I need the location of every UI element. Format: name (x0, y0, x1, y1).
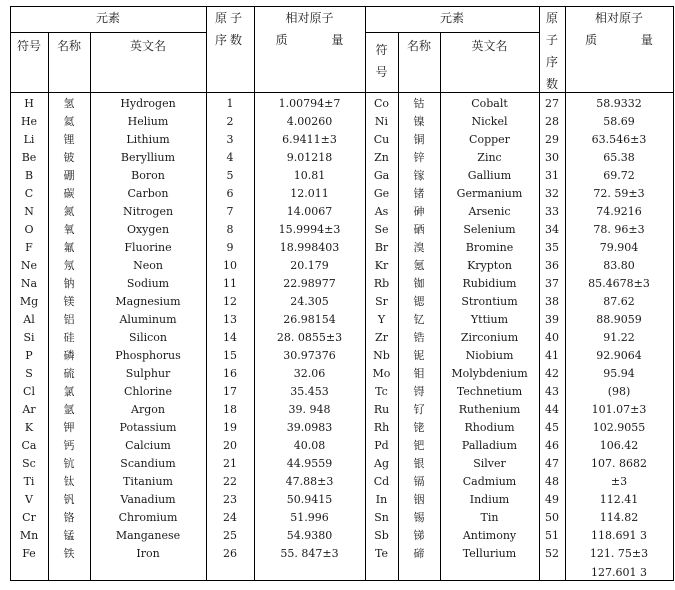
right-symbol-cell: Ge (373, 187, 390, 200)
right-atomic-weight-cell: 118.691 3 (591, 529, 647, 542)
header-atomic-weight: 质 量 (275, 33, 344, 47)
right-name-cell: 银 (413, 457, 425, 470)
right-symbol-cell: Pd (374, 439, 389, 452)
right-english-name-cell: Palladium (461, 439, 518, 452)
right-name-cell: 镓 (413, 169, 425, 182)
left-atomic-weight-cell: 51.996 (290, 511, 329, 524)
left-symbol-cell: C (24, 187, 34, 200)
right-symbol-cell: Ag (374, 457, 389, 470)
left-name-cell: 氟 (63, 241, 75, 254)
header-bottom-line (10, 92, 674, 93)
right-english-name-cell: Indium (469, 493, 510, 506)
left-atomic-number-cell: 11 (223, 277, 237, 290)
atomic-weight-table (10, 6, 674, 581)
right-symbol-cell: Se (374, 223, 389, 236)
left-name-cell: 钾 (63, 421, 75, 434)
header-atomic-weight-right: 相对原子 (594, 11, 643, 25)
right-name-cell: 钼 (413, 367, 425, 380)
left-atomic-weight-cell: 20.179 (290, 259, 329, 272)
left-name-cell: 氖 (63, 259, 75, 272)
right-name-cell: 碲 (413, 547, 425, 560)
left-atomic-weight-cell: 50.9415 (286, 493, 333, 506)
header-atomic-number-right: 数 (545, 77, 558, 91)
left-name-cell: 铍 (63, 151, 75, 164)
left-atomic-weight-cell: 39.0983 (286, 421, 333, 434)
right-symbol-cell: Cu (373, 133, 390, 146)
left-atomic-weight-cell: 47.88±3 (285, 475, 334, 488)
right-english-name-cell: Germanium (456, 187, 523, 200)
right-atomic-weight-cell: 102.9055 (592, 421, 646, 434)
left-name-cell: 磷 (63, 349, 75, 362)
right-symbol-cell: Nb (373, 349, 390, 362)
left-atomic-number-cell: 21 (223, 457, 237, 470)
right-name-cell: 钴 (413, 97, 425, 110)
right-group-underline (366, 32, 539, 33)
left-name-cell: 钙 (63, 439, 75, 452)
right-atomic-weight-cell: 95.94 (603, 367, 635, 380)
left-symbol-cell: V (25, 493, 33, 506)
right-symbol-cell: Mo (372, 367, 391, 380)
right-atomic-weight-cell: 112.41 (599, 493, 639, 506)
left-english-name-cell: Manganese (115, 529, 181, 542)
left-atomic-weight-cell: 39. 948 (288, 403, 331, 416)
left-name-cell: 铬 (63, 511, 75, 524)
right-english-name-cell: Cobalt (471, 97, 508, 110)
left-english-name-cell: Scandium (120, 457, 176, 470)
left-symbol-cell: He (20, 115, 38, 128)
right-atomic-weight-cell: 88.9059 (596, 313, 642, 326)
left-atomic-number-cell: 2 (226, 115, 234, 128)
right-symbol-cell: As (374, 205, 389, 218)
right-atomic-weight-cell: 69.72 (603, 169, 635, 182)
left-english-name-cell: Titanium (123, 475, 173, 488)
right-symbol-cell: Rh (373, 421, 390, 434)
left-english-name-cell: Chromium (118, 511, 178, 524)
right-name-cell: 砷 (413, 205, 425, 218)
right-name-cell: 钌 (413, 403, 425, 416)
left-atomic-number-cell: 3 (226, 133, 234, 146)
left-english-name-cell: Iron (136, 547, 160, 560)
left-atomic-weight-cell: 6.9411±3 (282, 133, 337, 146)
right-symbol-cell: Ga (373, 169, 390, 182)
right-name-cell: 钇 (413, 313, 425, 326)
right-name-cell: 锗 (413, 187, 425, 200)
right-name-cell: 锝 (413, 385, 425, 398)
left-english-name-cell: Magnesium (115, 295, 181, 308)
left-name-cell: 钛 (63, 475, 75, 488)
left-english-name-cell: Calcium (125, 439, 171, 452)
left-english-name-cell: Potassium (119, 421, 177, 434)
left-atomic-number-cell: 10 (223, 259, 237, 272)
right-symbol-cell: Cd (373, 475, 390, 488)
left-atomic-number-cell: 9 (226, 241, 234, 254)
header-atomic-number: 原子 (214, 11, 245, 25)
left-symbol-cell: P (25, 349, 33, 362)
right-name-cell: 镍 (413, 115, 425, 128)
trailing-weight-value: 127.601 3 (591, 566, 647, 579)
header-atomic-number-right: 序 (545, 55, 558, 69)
left-english-name-cell: Hydrogen (120, 97, 176, 110)
left-symbol-cell: B (24, 169, 34, 182)
right-name-cell: 溴 (413, 241, 425, 254)
right-english-name-cell: Ruthenium (458, 403, 521, 416)
right-atomic-weight-cell: 91.22 (603, 331, 635, 344)
header-symbol-right: 号 (375, 65, 388, 79)
left-english-name-cell: Lithium (126, 133, 170, 146)
right-symbol-cell: Sr (375, 295, 388, 308)
left-atomic-weight-cell: 14.0067 (286, 205, 333, 218)
left-atomic-number-cell: 4 (226, 151, 234, 164)
left-atomic-weight-cell: 40.08 (293, 439, 326, 452)
left-symbol-cell: N (24, 205, 34, 218)
right-atomic-weight-cell: 114.82 (599, 511, 639, 524)
right-symbol-cell: Y (377, 313, 386, 326)
left-atomic-number-cell: 23 (223, 493, 237, 506)
right-english-name-cell: Cadmium (462, 475, 517, 488)
right-atomic-weight-cell: ±3 (610, 475, 628, 488)
header-name: 名称 (56, 39, 81, 53)
right-atomic-number-cell: 32 (545, 187, 559, 200)
right-name-cell: 镉 (413, 475, 425, 488)
right-english-name-cell: Gallium (467, 169, 512, 182)
right-english-name-cell: Zinc (477, 151, 502, 164)
left-english-name-cell: Beryllium (120, 151, 176, 164)
right-english-name-cell: Tellurium (462, 547, 517, 560)
right-atomic-number-cell: 45 (545, 421, 559, 434)
right-english-name-cell: Strontium (461, 295, 518, 308)
left-atomic-number-cell: 14 (223, 331, 237, 344)
right-symbol-cell: Br (374, 241, 389, 254)
right-name-cell: 铟 (413, 493, 425, 506)
right-symbol-cell: Tc (375, 385, 388, 398)
right-atomic-number-cell: 35 (545, 241, 559, 254)
left-name-cell: 碳 (63, 187, 75, 200)
left-atomic-number-cell: 17 (223, 385, 237, 398)
left-english-name-cell: Helium (127, 115, 169, 128)
right-atomic-number-cell: 51 (545, 529, 559, 542)
left-atomic-weight-cell: 55. 847±3 (280, 547, 339, 560)
left-english-name-cell: Aluminum (119, 313, 177, 326)
left-symbol-cell: H (24, 97, 34, 110)
left-name-cell: 镁 (63, 295, 75, 308)
left-name-cell: 氦 (63, 115, 75, 128)
right-atomic-number-cell: 38 (545, 295, 559, 308)
right-name-cell: 氪 (413, 259, 425, 272)
left-atomic-number-cell: 20 (223, 439, 237, 452)
left-english-name-cell: Boron (131, 169, 165, 182)
right-symbol-cell: Te (375, 547, 388, 560)
right-atomic-number-cell: 43 (545, 385, 559, 398)
right-atomic-weight-cell: 121. 75±3 (589, 547, 649, 560)
right-atomic-number-cell: 50 (545, 511, 559, 524)
right-atomic-number-cell: 39 (545, 313, 559, 326)
left-english-name-cell: Nitrogen (122, 205, 174, 218)
right-name-cell: 铑 (413, 421, 425, 434)
left-symbol-cell: Si (23, 331, 35, 344)
left-symbol-cell: Ca (21, 439, 37, 452)
header-english-name: 英文名 (129, 39, 166, 53)
right-atomic-number-cell: 48 (545, 475, 559, 488)
left-english-name-cell: Oxygen (126, 223, 170, 236)
right-symbol-cell: Ru (373, 403, 390, 416)
right-atomic-weight-cell: 63.546±3 (591, 133, 647, 146)
left-english-name-cell: Phosphorus (115, 349, 181, 362)
left-symbol-cell: S (25, 367, 33, 380)
left-english-name-cell: Neon (133, 259, 163, 272)
right-atomic-number-cell: 44 (545, 403, 559, 416)
left-atomic-weight-cell: 26.98154 (283, 313, 336, 326)
right-symbol-cell: Zr (375, 331, 388, 344)
left-atomic-number-cell: 18 (223, 403, 237, 416)
left-english-name-cell: Sodium (126, 277, 170, 290)
left-symbol-cell: Be (21, 151, 37, 164)
left-atomic-weight-cell: 9.01218 (286, 151, 333, 164)
right-english-name-cell: Zirconium (460, 331, 519, 344)
right-atomic-number-cell: 46 (545, 439, 559, 452)
left-atomic-weight-cell: 22.98977 (283, 277, 336, 290)
left-name-cell: 钠 (63, 277, 75, 290)
right-english-name-cell: Niobium (465, 349, 514, 362)
left-atomic-weight-cell: 18.998403 (279, 241, 340, 254)
right-atomic-weight-cell: 79.904 (599, 241, 639, 254)
left-atomic-weight-cell: 35.453 (290, 385, 329, 398)
right-name-cell: 铜 (413, 133, 425, 146)
left-atomic-number-cell: 8 (226, 223, 234, 236)
left-symbol-cell: Ar (22, 403, 36, 416)
right-english-name-cell: Bromine (465, 241, 514, 254)
right-atomic-number-cell: 49 (545, 493, 559, 506)
header-element-group: 元素 (95, 11, 120, 25)
right-english-name-cell: Rhodium (464, 421, 515, 434)
right-atomic-number-cell: 28 (545, 115, 559, 128)
right-atomic-number-cell: 36 (545, 259, 559, 272)
right-atomic-number-cell: 37 (545, 277, 559, 290)
right-symbol-cell: Co (373, 97, 390, 110)
left-english-name-cell: Fluorine (124, 241, 172, 254)
right-symbol-cell: Sn (374, 511, 389, 524)
right-atomic-weight-cell: 85.4678±3 (588, 277, 650, 290)
left-name-cell: 锂 (63, 133, 75, 146)
left-atomic-number-cell: 19 (223, 421, 237, 434)
left-name-cell: 硼 (63, 169, 75, 182)
right-symbol-cell: In (375, 493, 388, 506)
right-atomic-number-cell: 30 (545, 151, 559, 164)
right-name-cell: 铷 (413, 277, 425, 290)
right-atomic-number-cell: 52 (545, 547, 559, 560)
right-atomic-weight-cell: 58.69 (603, 115, 635, 128)
right-name-cell: 锑 (413, 529, 425, 542)
right-name-cell: 锶 (413, 295, 425, 308)
right-name-cell: 硒 (413, 223, 425, 236)
left-english-name-cell: Argon (131, 403, 165, 416)
right-atomic-weight-cell: 65.38 (603, 151, 635, 164)
left-atomic-weight-cell: 4.00260 (286, 115, 333, 128)
right-english-name-cell: Molybdenium (451, 367, 528, 380)
right-atomic-weight-cell: 101.07±3 (591, 403, 647, 416)
right-english-name-cell: Silver (473, 457, 506, 470)
left-name-cell: 氧 (63, 223, 75, 236)
header-name-right: 名称 (406, 39, 431, 53)
right-atomic-number-cell: 47 (545, 457, 559, 470)
left-symbol-cell: Ti (23, 475, 35, 488)
right-atomic-number-cell: 42 (545, 367, 559, 380)
header-atomic-weight: 相对原子 (285, 11, 334, 25)
right-atomic-weight-cell: 74.9216 (596, 205, 642, 218)
left-symbol-cell: Mn (19, 529, 39, 542)
right-atomic-weight-cell: 107. 8682 (591, 457, 647, 470)
right-name-cell: 锡 (413, 511, 425, 524)
header-atomic-number-right: 原 (545, 11, 558, 25)
right-atomic-weight-cell: 87.62 (603, 295, 635, 308)
header-atomic-number: 序数 (214, 33, 245, 47)
left-atomic-weight-cell: 32.06 (293, 367, 326, 380)
left-name-cell: 铝 (63, 313, 75, 326)
left-group-underline (10, 32, 206, 33)
left-symbol-cell: F (25, 241, 33, 254)
left-name-cell: 锰 (63, 529, 75, 542)
left-name-cell: 硫 (63, 367, 75, 380)
right-atomic-number-cell: 29 (545, 133, 559, 146)
left-symbol-cell: Ne (20, 259, 38, 272)
left-atomic-number-cell: 5 (226, 169, 234, 182)
left-name-cell: 氮 (63, 205, 75, 218)
right-symbol-cell: Rb (373, 277, 390, 290)
right-name-cell: 锆 (413, 331, 425, 344)
left-atomic-weight-cell: 1.00794±7 (278, 97, 341, 110)
right-english-name-cell: Nickel (471, 115, 508, 128)
right-symbol-cell: Kr (374, 259, 389, 272)
left-name-cell: 硅 (63, 331, 75, 344)
right-atomic-weight-cell: 83.80 (603, 259, 635, 272)
left-english-name-cell: Sulphur (125, 367, 171, 380)
header-symbol: 符号 (16, 39, 41, 53)
right-atomic-weight-cell: 72. 59±3 (593, 187, 645, 200)
left-atomic-number-cell: 7 (226, 205, 234, 218)
right-english-name-cell: Krypton (467, 259, 512, 272)
left-symbol-cell: Li (23, 133, 35, 146)
right-atomic-weight-cell: 106.42 (599, 439, 639, 452)
right-english-name-cell: Yttium (470, 313, 509, 326)
left-atomic-weight-cell: 54.9380 (286, 529, 333, 542)
right-symbol-cell: Ni (374, 115, 389, 128)
left-atomic-weight-cell: 28. 0855±3 (276, 331, 343, 344)
left-atomic-number-cell: 13 (223, 313, 237, 326)
left-atomic-weight-cell: 10.81 (293, 169, 326, 182)
right-name-cell: 锌 (413, 151, 425, 164)
right-atomic-weight-cell: 78. 96±3 (593, 223, 645, 236)
left-atomic-number-cell: 16 (223, 367, 237, 380)
right-english-name-cell: Antimony (462, 529, 517, 542)
right-english-name-cell: Copper (469, 133, 510, 146)
header-atomic-number-right: 子 (545, 33, 558, 47)
left-atomic-number-cell: 24 (223, 511, 237, 524)
left-symbol-cell: O (24, 223, 34, 236)
right-name-cell: 铌 (413, 349, 425, 362)
right-atomic-number-cell: 31 (545, 169, 559, 182)
left-atomic-number-cell: 12 (223, 295, 237, 308)
right-name-cell: 钯 (413, 439, 425, 452)
left-atomic-number-cell: 26 (223, 547, 237, 560)
right-english-name-cell: Rubidium (462, 277, 517, 290)
left-name-cell: 钪 (63, 457, 75, 470)
right-atomic-number-cell: 34 (545, 223, 559, 236)
left-symbol-cell: Cr (22, 511, 36, 524)
left-english-name-cell: Silicon (129, 331, 167, 344)
left-english-name-cell: Chlorine (123, 385, 172, 398)
header-english-name-right: 英文名 (471, 39, 508, 53)
right-english-name-cell: Technetium (456, 385, 523, 398)
right-atomic-weight-cell: 92.9064 (596, 349, 642, 362)
left-symbol-cell: Mg (19, 295, 39, 308)
left-atomic-number-cell: 6 (226, 187, 234, 200)
left-english-name-cell: Vanadium (120, 493, 176, 506)
left-atomic-weight-cell: 44.9559 (286, 457, 333, 470)
left-name-cell: 钒 (63, 493, 75, 506)
left-name-cell: 氢 (63, 97, 75, 110)
right-atomic-weight-cell: 58.9332 (596, 97, 642, 110)
left-atomic-number-cell: 1 (226, 97, 234, 110)
left-atomic-weight-cell: 15.9994±3 (278, 223, 341, 236)
right-atomic-number-cell: 27 (545, 97, 559, 110)
header-symbol-right: 符 (375, 43, 388, 57)
left-symbol-cell: Na (20, 277, 38, 290)
right-symbol-cell: Sb (374, 529, 389, 542)
left-symbol-cell: Al (23, 313, 35, 326)
left-atomic-weight-cell: 12.011 (290, 187, 329, 200)
right-atomic-number-cell: 41 (545, 349, 559, 362)
right-english-name-cell: Arsenic (468, 205, 511, 218)
left-atomic-weight-cell: 24.305 (290, 295, 329, 308)
right-atomic-weight-cell: (98) (607, 385, 631, 398)
left-symbol-cell: Fe (22, 547, 36, 560)
left-atomic-weight-cell: 30.97376 (283, 349, 336, 362)
header-atomic-weight-right: 质 量 (585, 33, 653, 47)
left-atomic-number-cell: 22 (223, 475, 237, 488)
left-name-cell: 氯 (63, 385, 75, 398)
left-atomic-number-cell: 15 (223, 349, 237, 362)
right-atomic-number-cell: 40 (545, 331, 559, 344)
left-name-cell: 铁 (63, 547, 75, 560)
header-element-group-right: 元素 (439, 11, 464, 25)
left-symbol-cell: Cl (23, 385, 35, 398)
right-english-name-cell: Tin (480, 511, 499, 524)
left-english-name-cell: Carbon (127, 187, 169, 200)
left-atomic-number-cell: 25 (223, 529, 237, 542)
left-symbol-cell: K (24, 421, 34, 434)
right-atomic-number-cell: 33 (545, 205, 559, 218)
right-symbol-cell: Zn (374, 151, 389, 164)
left-name-cell: 氩 (63, 403, 75, 416)
right-english-name-cell: Selenium (463, 223, 516, 236)
left-symbol-cell: Sc (22, 457, 36, 470)
